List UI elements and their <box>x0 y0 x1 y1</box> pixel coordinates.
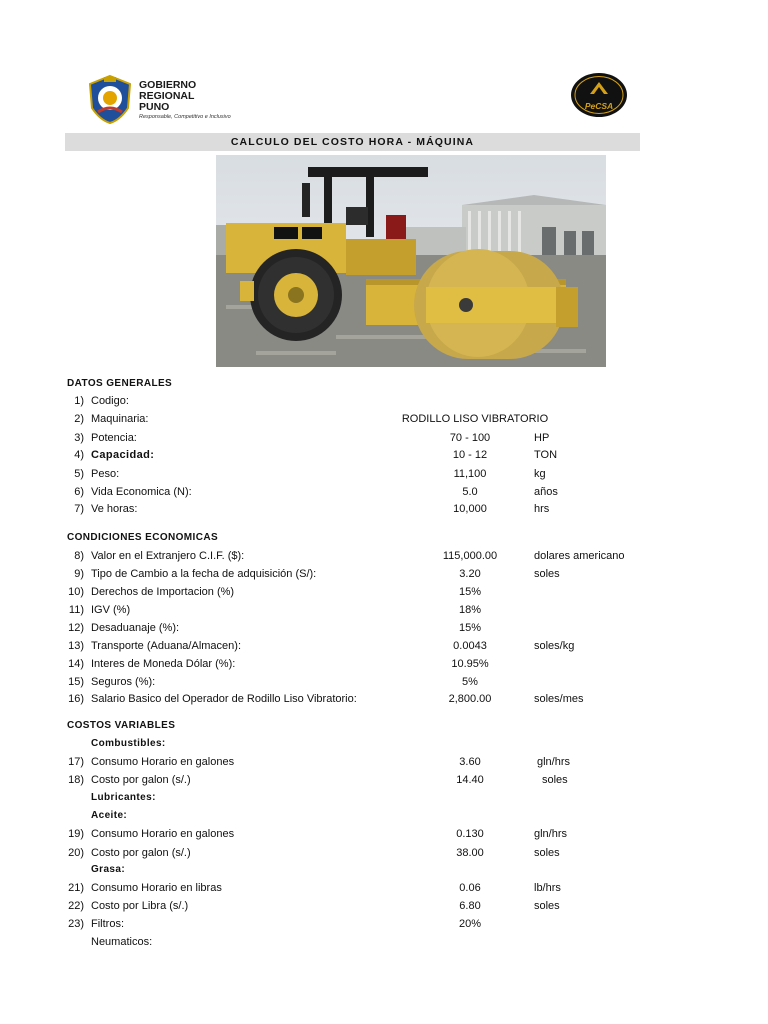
grasa-heading-row <box>0 862 768 878</box>
row-number: 4) <box>74 449 84 461</box>
row-unit: soles/kg <box>534 640 575 652</box>
pecsa-emblem-icon <box>570 72 628 118</box>
row-label: Consumo Horario en galones <box>91 828 235 840</box>
row-number: 13) <box>68 640 84 652</box>
data-row <box>0 845 768 861</box>
data-row <box>0 691 768 707</box>
row-label: Consumo Horario en galones <box>91 756 235 768</box>
row-number: 8) <box>74 550 84 562</box>
subsection-heading: Lubricantes: <box>91 792 156 803</box>
data-row <box>0 880 768 896</box>
subsection-heading: Aceite: <box>91 810 128 821</box>
row-number: 11) <box>68 604 84 616</box>
subsection-heading: Combustibles: <box>91 738 166 749</box>
row-unit: lb/hrs <box>534 882 561 894</box>
row-number: 6) <box>74 486 84 498</box>
datos-generales-heading-row <box>0 376 768 392</box>
row-value: 115,000.00 <box>442 550 498 562</box>
data-row <box>0 548 768 564</box>
row-label: Potencia: <box>91 432 137 444</box>
row-number: 10) <box>68 586 84 598</box>
row-label: Filtros: <box>91 918 124 930</box>
row-unit: soles <box>542 774 568 786</box>
aceite-heading-row <box>0 808 768 824</box>
data-row <box>0 620 768 636</box>
row-number: 22) <box>68 900 84 912</box>
row-value: 10.95% <box>451 658 489 670</box>
row-number: 14) <box>68 658 84 670</box>
row-label: Tipo de Cambio a la fecha de adquisición (S/): <box>91 568 317 580</box>
row-value: 3.20 <box>459 568 481 580</box>
row-value: 10 - 12 <box>452 449 488 461</box>
row-unit: kg <box>534 468 546 480</box>
row-value: 5.0 <box>462 486 478 498</box>
section-heading: DATOS GENERALES <box>67 378 173 389</box>
row-number: 2) <box>74 413 84 425</box>
page-title: CALCULO DEL COSTO HORA - MÁQUINA <box>65 133 640 151</box>
roller-photo <box>216 155 606 367</box>
row-number: 21) <box>68 882 84 894</box>
row-unit: soles <box>534 900 560 912</box>
row-label: Salario Basico del Operador de Rodillo Liso Vibratorio: <box>91 693 357 705</box>
regional-crest-icon <box>86 74 134 124</box>
row-number: 16) <box>68 693 84 705</box>
data-row <box>0 674 768 690</box>
row-value: 11,100 <box>453 468 487 480</box>
row-number: 17) <box>68 756 84 768</box>
data-row <box>0 656 768 672</box>
row-unit: soles <box>534 847 560 859</box>
row-label: Ve horas: <box>91 503 138 515</box>
row-unit: gln/hrs <box>534 828 568 840</box>
row-value: 15% <box>458 586 482 598</box>
row-number: 7) <box>74 503 84 515</box>
row-value: 14.40 <box>456 774 484 786</box>
row-unit: hrs <box>534 503 550 515</box>
pecsa-text: PeCSA <box>584 101 614 111</box>
row-number: 18) <box>68 774 84 786</box>
row-value: 3.60 <box>459 756 481 768</box>
row-label: Seguros (%): <box>91 676 156 688</box>
row-value: 0.06 <box>459 882 481 894</box>
row-number: 5) <box>74 468 84 480</box>
row-value: 0.0043 <box>453 640 487 652</box>
row-unit: soles/mes <box>534 693 584 705</box>
gov-line-1: GOBIERNO <box>139 79 197 91</box>
row-number: 19) <box>68 828 84 840</box>
data-row <box>0 566 768 582</box>
neumaticos-row <box>0 934 768 950</box>
row-label: Codigo: <box>91 395 129 407</box>
row-number: 3) <box>74 432 84 444</box>
row-unit: dolares americano <box>534 550 625 562</box>
row-value: 10,000 <box>453 503 487 515</box>
row-label: Costo por Libra (s/.) <box>91 900 189 912</box>
data-row <box>0 772 768 788</box>
row-unit: años <box>534 486 558 498</box>
data-row <box>0 501 768 517</box>
row-number: 1) <box>74 395 84 407</box>
row-label: Consumo Horario en libras <box>91 882 222 894</box>
data-row <box>0 447 768 463</box>
gov-line-2: REGIONAL <box>139 90 195 102</box>
data-row <box>0 754 768 770</box>
row-label: Valor en el Extranjero C.I.F. ($): <box>91 550 245 562</box>
row-value: 5% <box>462 676 478 688</box>
lubricantes-heading-row <box>0 790 768 806</box>
row-value: 6.80 <box>459 900 481 912</box>
row-label: Peso: <box>91 468 120 480</box>
data-row <box>0 411 768 427</box>
section-heading: COSTOS VARIABLES <box>67 720 176 731</box>
section-heading: CONDICIONES ECONOMICAS <box>67 532 219 543</box>
row-label: Interes de Moneda Dólar (%): <box>91 658 236 670</box>
data-row <box>0 466 768 482</box>
gov-line-3: PUNO <box>139 101 170 113</box>
row-number: 20) <box>68 847 84 859</box>
row-number: 23) <box>68 918 84 930</box>
row-value: 20% <box>458 918 482 930</box>
row-label: Costo por galon (s/.) <box>91 847 191 859</box>
costos-heading-row <box>0 718 768 734</box>
data-row <box>0 898 768 914</box>
row-label: Derechos de Importacion (%) <box>91 586 235 598</box>
row-label: Neumaticos: <box>91 936 153 948</box>
row-label: Desaduanaje (%): <box>91 622 180 634</box>
row-label: Transporte (Aduana/Almacen): <box>91 640 241 652</box>
row-value: RODILLO LISO VIBRATORIO <box>401 413 549 425</box>
row-label: Costo por galon (s/.) <box>91 774 191 786</box>
subsection-heading: Grasa: <box>91 864 126 875</box>
data-row <box>0 602 768 618</box>
row-unit: HP <box>534 432 550 444</box>
row-value: 15% <box>458 622 482 634</box>
row-unit: soles <box>534 568 560 580</box>
data-row <box>0 638 768 654</box>
row-label: Maquinaria: <box>91 413 149 425</box>
data-row <box>0 916 768 932</box>
data-row <box>0 484 768 500</box>
data-row <box>0 393 768 409</box>
gov-slogan: Responsable, Competitivo e Inclusivo <box>139 114 231 120</box>
row-label: Capacidad: <box>91 449 155 461</box>
gobierno-regional-name <box>139 80 196 113</box>
row-number: 15) <box>68 676 84 688</box>
row-value: 0.130 <box>456 828 484 840</box>
data-row <box>0 430 768 446</box>
row-value: 38.00 <box>456 847 484 859</box>
row-value: 70 - 100 <box>449 432 491 444</box>
row-label: Vida Economica (N): <box>91 486 192 498</box>
data-row <box>0 826 768 842</box>
data-row <box>0 584 768 600</box>
row-label: IGV (%) <box>91 604 131 616</box>
condiciones-heading-row <box>0 530 768 546</box>
gobierno-regional-logo <box>86 74 231 126</box>
row-unit: gln/hrs <box>537 756 571 768</box>
row-value: 2,800.00 <box>448 693 492 705</box>
pecsa-logo <box>570 72 628 118</box>
row-number: 9) <box>74 568 84 580</box>
row-unit: TON <box>534 449 558 461</box>
row-value: 18% <box>458 604 482 616</box>
row-number: 12) <box>68 622 84 634</box>
combustibles-heading-row <box>0 736 768 752</box>
